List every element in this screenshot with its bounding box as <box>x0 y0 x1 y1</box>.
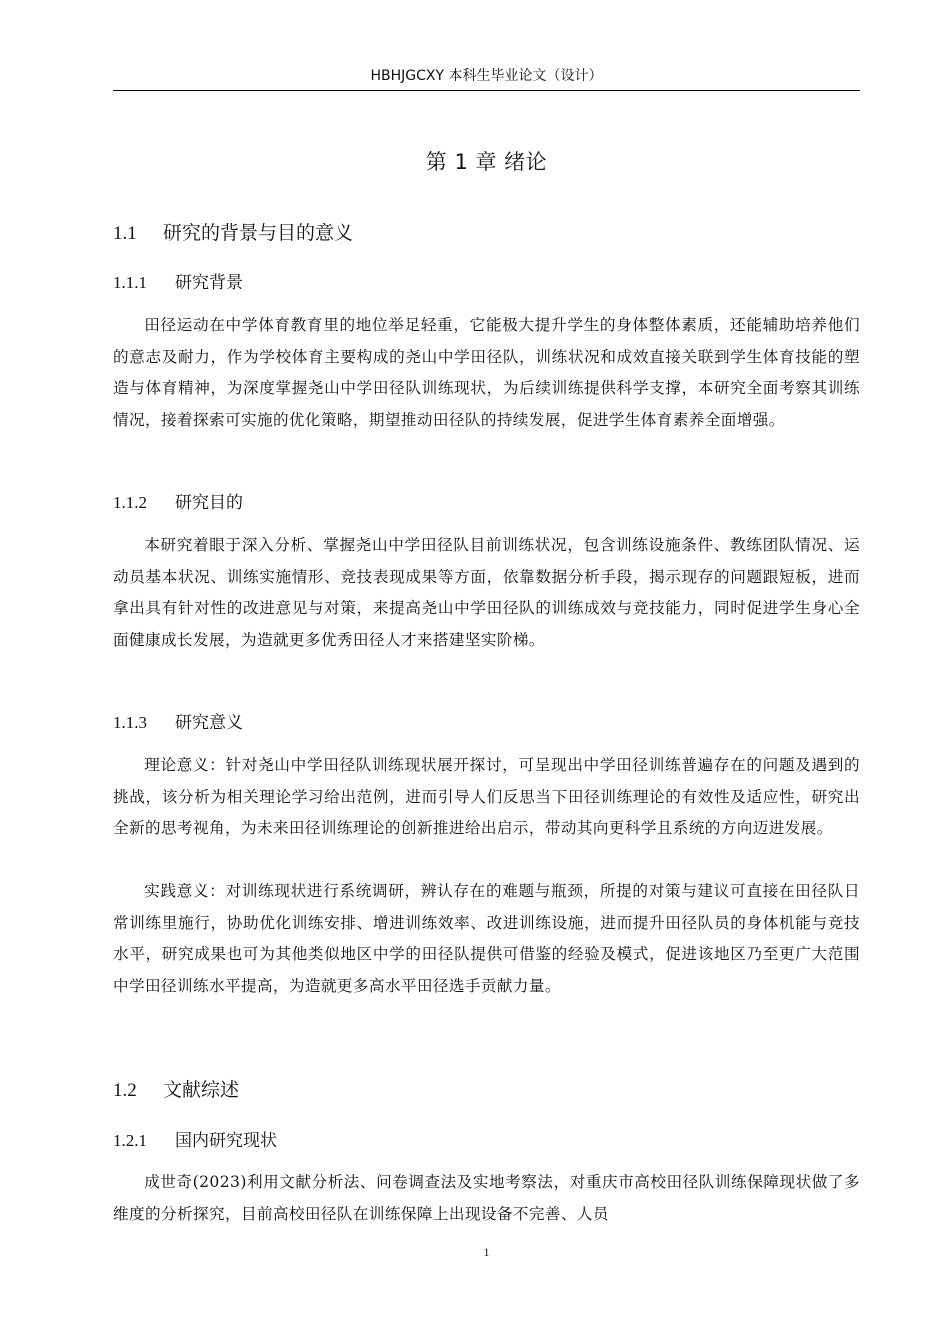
chapter-title: 第 1 章 绪论 <box>425 150 548 174</box>
section-number: 1.2 <box>113 1080 137 1101</box>
section-title: 文献综述 <box>163 1079 240 1101</box>
subsection-number: 1.2.1 <box>113 1131 147 1150</box>
paragraph-purpose: 本研究着眼于深入分析、掌握尧山中学田径队目前训练状况，包含训练设施条件、教练团队情况、运动员基本状况、训练实施情形、竞技表现成果等方面，依靠数据分析手段，揭示现存的问题跟短板，进而拿出具有针对性的改进意见与对策，来提高尧山中学田径队的训练成效与竞技能力，同时促进学生身心全面健康成长发展，为造就更多优秀田径人才来搭建坚实阶梯。 <box>113 536 860 649</box>
paragraph-theoretical-significance: 理论意义：针对尧山中学田径队训练现状展开探讨，可呈现出中学田径训练普遍存在的问题及遇到的挑战，该分析为相关理论学习给出范例，进而引导人们反思当下田径训练理论的有效性及适应性，研究出全新的思考视角，为未来田径训练理论的创新推进给出启示，带动其向更科学且系统的方向迈进发展。 <box>113 756 860 837</box>
subsection-title: 研究背景 <box>175 273 243 293</box>
subsection-heading-1-1-1 <box>113 270 243 296</box>
subsection-number: 1.1.1 <box>113 273 147 292</box>
subsection-heading-1-1-3 <box>113 710 243 736</box>
section-title: 研究的背景与目的意义 <box>163 222 354 244</box>
running-header: HBHJGCXY 本科生毕业论文（设计） <box>370 68 603 84</box>
paragraph-background: 田径运动在中学体育教育里的地位举足轻重，它能极大提升学生的身体整体素质，还能辅助培养他们的意志及耐力，作为学校体育主要构成的尧山中学田径队，训练状况和成效直接关联到学生体育技能的塑造与体育精神，为深度掌握尧山中学田径队训练现状，为后续训练提供科学支撑，本研究全面考察其训练情况，接着探索可实施的优化策略，期望推动田径队的持续发展，促进学生体育素养全面增强。 <box>113 316 860 429</box>
paragraph-practical-significance: 实践意义：对训练现状进行系统调研，辨认存在的难题与瓶颈，所提的对策与建议可直接在田径队日常训练里施行，协助优化训练安排、增进训练效率、改进训练设施，进而提升田径队员的身体机能与竞技水平，研究成果也可为其他类似地区中学的田径队提供可借鉴的经验及模式，促进该地区乃至更广大范围中学田径训练水平提高，为造就更多高水平田径选手贡献力量。 <box>113 882 860 995</box>
subsection-heading-1-2-1 <box>113 1128 277 1154</box>
section-heading-1-1 <box>113 219 353 248</box>
subsection-number: 1.1.3 <box>113 713 147 732</box>
subsection-heading-1-1-2 <box>113 490 243 516</box>
subsection-title: 研究目的 <box>175 493 243 513</box>
page-number: 1 <box>483 1245 490 1259</box>
section-heading-1-2 <box>113 1076 239 1105</box>
paragraph-domestic-research: 成世奇(2023)利用文献分析法、问卷调查法及实地考察法，对重庆市高校田径队训练保障现状做了多维度的分析探究，目前高校田径队在训练保障上出现设备不完善、人员 <box>113 1173 860 1223</box>
subsection-title: 国内研究现状 <box>175 1131 277 1151</box>
subsection-title: 研究意义 <box>175 713 243 733</box>
subsection-number: 1.1.2 <box>113 493 147 512</box>
header-rule <box>113 90 860 91</box>
section-number: 1.1 <box>113 223 137 244</box>
